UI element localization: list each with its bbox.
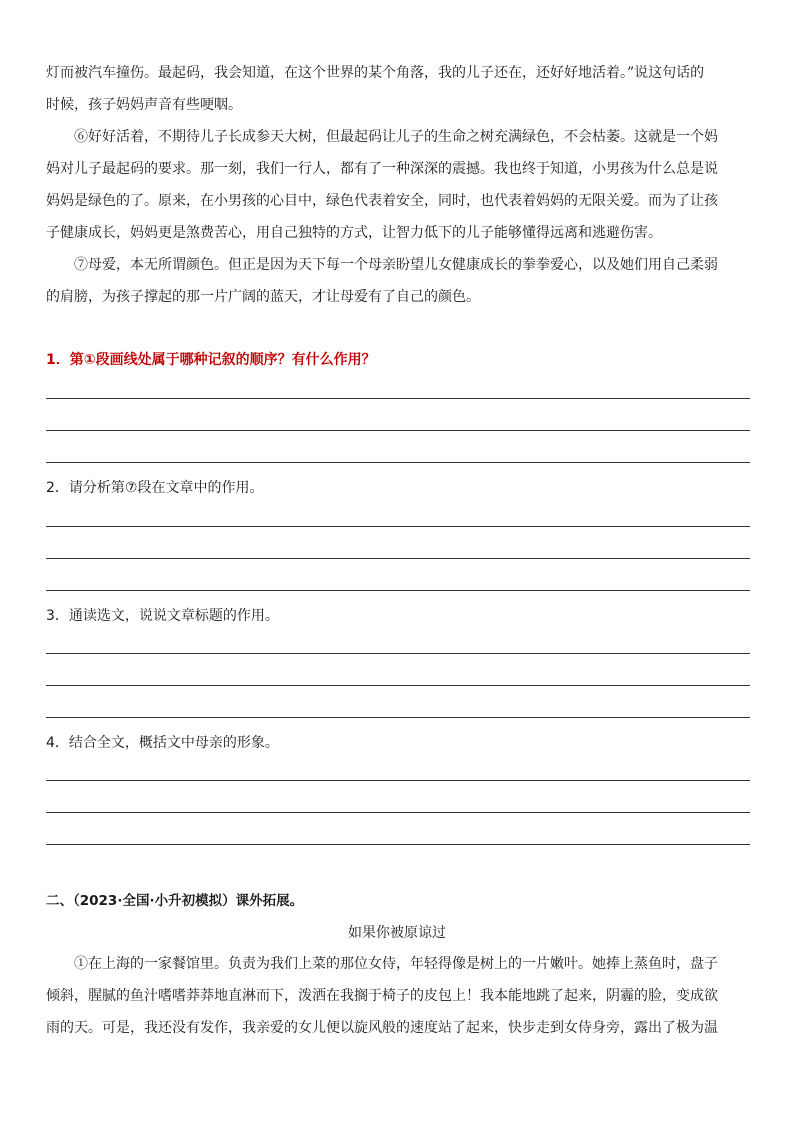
text-line: ⑦母爱，本无所谓颜色。但正是因为天下每一个母亲盼望儿女健康成长的拳拳爱心，以及她们用自己柔弱 [74, 257, 718, 273]
section-heading: 二、（2023·全国·小升初模拟）课外拓展。 [46, 893, 304, 909]
answer-line[interactable] [46, 558, 750, 559]
answer-line[interactable] [46, 462, 750, 463]
article-title: 如果你被原谅过 [348, 925, 446, 941]
text-line: 雨的天。可是，我还没有发作，我亲爱的女儿便以旋风般的速度站了起来，快步走到女侍身旁，露出了极为温 [46, 1020, 718, 1036]
text-line: ①在上海的一家餐馆里。负责为我们上菜的那位女侍，年轻得像是树上的一片嫩叶。她捧上蒸鱼时，盘子 [74, 956, 718, 972]
passage-continuation [46, 57, 750, 121]
answer-line[interactable] [46, 844, 750, 845]
paragraph-1 [46, 948, 750, 1044]
text-line: ⑥好好活着，不期待儿子长成参天大树，但最起码让儿子的生命之树充满绿色，不会枯萎。这就是一个妈 [74, 129, 718, 145]
paragraph-7 [46, 249, 750, 313]
answer-line[interactable] [46, 717, 750, 718]
answer-line[interactable] [46, 526, 750, 527]
answer-line[interactable] [46, 653, 750, 654]
text-line: 妈妈是绿色的了。原来，在小男孩的心目中，绿色代表着安全，同时，也代表着妈妈的无限关爱。而为了让孩 [46, 193, 718, 209]
text-line: 子健康成长，妈妈更是煞费苦心，用自己独特的方式，让智力低下的儿子能够懂得远离和逃避伤害。 [46, 225, 662, 241]
answer-line[interactable] [46, 685, 750, 686]
text-line: 时候，孩子妈妈声音有些哽咽。 [46, 97, 242, 113]
answer-line[interactable] [46, 780, 750, 781]
question-4: 4．结合全文，概括文中母亲的形象。 [46, 735, 279, 751]
answer-line[interactable] [46, 398, 750, 399]
paragraph-6 [46, 121, 750, 249]
answer-line[interactable] [46, 590, 750, 591]
question-2: 2．请分析第⑦段在文章中的作用。 [46, 480, 264, 496]
question-3: 3．通读选文，说说文章标题的作用。 [46, 608, 279, 624]
text-line: 倾斜，腥腻的鱼汁嗜嗜莽莽地直淋而下，泼洒在我搁于椅子的皮包上！我本能地跳了起来，阴霾的脸，变成欲 [46, 988, 718, 1004]
text-line: 妈对儿子最起码的要求。那一刻，我们一行人，都有了一种深深的震撼。我也终于知道，小男孩为什么总是说 [46, 161, 718, 177]
text-line: 灯而被汽车撞伤。最起码，我会知道，在这个世界的某个角落，我的儿子还在，还好好地活着。”说这句话的 [46, 65, 705, 81]
answer-line[interactable] [46, 812, 750, 813]
answer-line[interactable] [46, 430, 750, 431]
question-1: 1．第①段画线处属于哪种记叙的顺序？有什么作用？ [46, 352, 376, 368]
text-line: 的肩膀，为孩子撑起的那一片广阔的蓝天，才让母爱有了自己的颜色。 [46, 289, 480, 305]
